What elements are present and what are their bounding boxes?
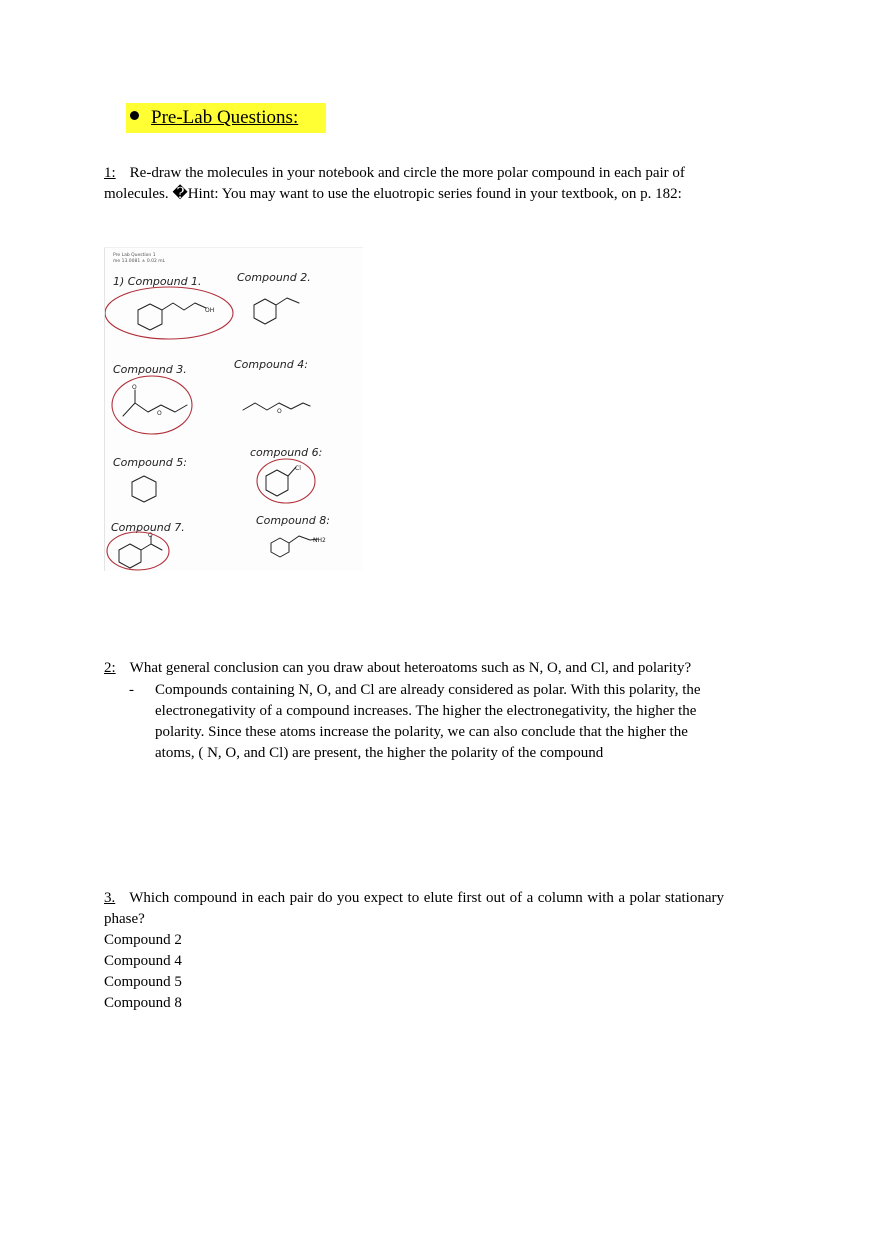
question-1 [104,163,724,205]
answer-item: Compound 8 [104,995,182,1011]
bullet-icon [130,111,139,120]
atom-o-4: O [277,408,282,415]
atom-cl: Cl [295,465,301,472]
compound-7-circle [107,532,169,570]
label-compound-7: Compound 7. [111,521,185,534]
label-compound-5: Compound 5: [113,456,187,469]
question-2-number: 2: [104,660,116,676]
answer-item: Compound 2 [104,932,182,948]
label-compound-8: Compound 8: [256,514,330,527]
question-3-answers [104,930,182,1014]
label-compound-2: Compound 2. [237,271,311,284]
label-compound-4: Compound 4: [234,358,308,371]
question-1-number: 1: [104,165,116,181]
atom-o-3a: O [132,384,137,391]
label-compound-6: compound 6: [250,446,323,459]
question-2-answer [129,680,720,764]
compound-2-ring [254,299,276,324]
question-2-text: What general conclusion can you draw about heteroatoms such as N, O, and Cl, and polarity? [129,660,692,676]
atom-nh2: NH2 [313,537,326,544]
question-2-answer-text: Compounds containing N, O, and Cl are already considered as polar. With this polarity, the electronegativity of a compound increases. The higher the electronegativity, the higher the polarity. Since these atoms increase the polarity, we can also conclude that the higher the atoms, ( N, O, and Cl) are present, the higher the polarity of the compound [155,682,701,761]
atom-o-7: O [148,532,153,539]
compound-1-chain [162,303,206,310]
question-1-text: Re-draw the molecules in your notebook and circle the more polar compound in each pair of molecules. �Hint: You may want to use the eluotropic series found in your textbook, on p. 182: [104,165,685,202]
compound-5-ring [132,476,156,502]
compound-3-circle [112,376,192,434]
heading-text: Pre-Lab Questions: [151,107,299,128]
atom-oh: OH [205,307,215,314]
answer-item: Compound 4 [104,953,182,969]
label-compound-1: 1) Compound 1. [113,275,202,288]
compound-1-ring [138,304,162,330]
figure-header-line1: Pre Lab Question 1 [113,253,156,258]
compound-3-chain [123,403,187,416]
question-2 [104,658,724,764]
question-3-text: Which compound in each pair do you expect to elute first out of a column with a polar stationary phase? [104,890,724,927]
prelab-heading [126,103,326,133]
question-3-number: 3. [104,890,116,906]
figure-header-line2: me 13.0081 ± 0.02 mL [113,259,166,264]
compound-8-ring [271,538,289,557]
answer-dash: - [129,682,134,698]
compound-7-bond [151,544,162,550]
compound-6-ring [266,470,288,496]
answer-item: Compound 5 [104,974,182,990]
question-3 [104,888,724,930]
label-compound-3: Compound 3. [113,363,187,376]
question-2-prompt [104,658,724,679]
compound-7-ring [119,544,141,568]
compound-2-chain [276,298,299,305]
molecules-drawing [105,248,363,571]
handwritten-molecules-figure [104,247,363,571]
atom-o-3b: O [157,410,162,417]
